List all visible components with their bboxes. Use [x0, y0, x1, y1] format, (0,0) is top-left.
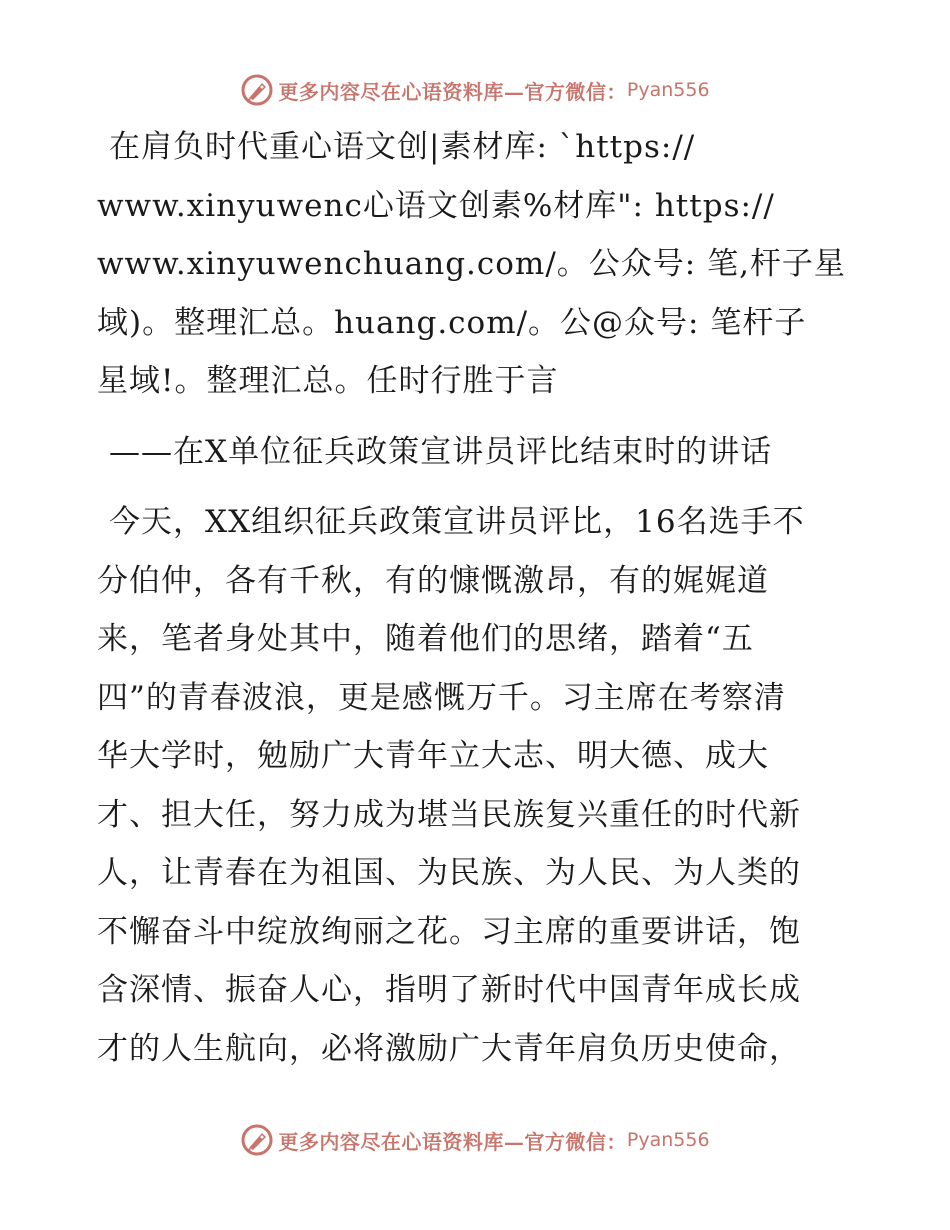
paragraph-line: 今天，XX组织征兵政策宣讲员评比，16名选手不 [109, 504, 805, 540]
paragraph-line: 才的人生航向，必将激励广大青年肩负历史使命， [97, 1030, 801, 1067]
intro-paragraph [97, 118, 857, 411]
paragraph-line: 才、担大任，努力成为堪当民族复兴重任的时代新 [97, 796, 801, 833]
intro-line: 星域!。整理汇总。任时行胜于言 [97, 363, 559, 399]
paragraph-line: 四”的青春波浪，更是感慨万千。习主席在考察清 [97, 679, 786, 716]
subtitle [97, 423, 857, 482]
paragraph-line: 不懈奋斗中绽放绚丽之花。习主席的重要讲话，饱 [97, 913, 801, 950]
pen-nib-logo-icon [240, 1123, 274, 1157]
paragraph-line: 人，让青春在为祖国、为民族、为人民、为人类的 [97, 855, 801, 891]
banner-wechat-handle: Pyan556 [626, 79, 710, 101]
paragraph-line: 来，笔者身处其中，随着他们的思绪，踏着“五 [97, 621, 754, 657]
document-body [97, 118, 857, 1078]
main-paragraph [97, 493, 857, 1078]
subtitle-text: ——在X单位征兵政策宣讲员评比结束时的讲话 [109, 433, 773, 470]
intro-line: www.xinyuwenc心语文创素%材库": https:// [97, 187, 775, 224]
intro-line: 在肩负时代重心语文创|素材库: `https:// [109, 129, 696, 165]
intro-line: www.xinyuwenchuang.com/。公众号: 笔,杆子星 [97, 246, 846, 282]
paragraph-line: 含深情、振奋人心，指明了新时代中国青年成长成 [97, 972, 801, 1008]
header-watermark-banner [0, 70, 950, 110]
paragraph-line: 分伯仲，各有千秋，有的慷慨激昂，有的娓娓道 [97, 562, 769, 599]
banner-text: 更多内容尽在心语资料库—官方微信： [278, 1129, 627, 1154]
pen-nib-logo-icon [240, 73, 274, 107]
banner-wechat-handle: Pyan556 [626, 1129, 710, 1151]
banner-text: 更多内容尽在心语资料库—官方微信： [278, 79, 627, 104]
intro-line: 域)。整理汇总。huang.com/。公@众号: 笔杆子 [97, 304, 807, 341]
paragraph-line: 华大学时，勉励广大青年立大志、明大德、成大 [97, 738, 769, 774]
footer-watermark-banner [0, 1120, 950, 1160]
